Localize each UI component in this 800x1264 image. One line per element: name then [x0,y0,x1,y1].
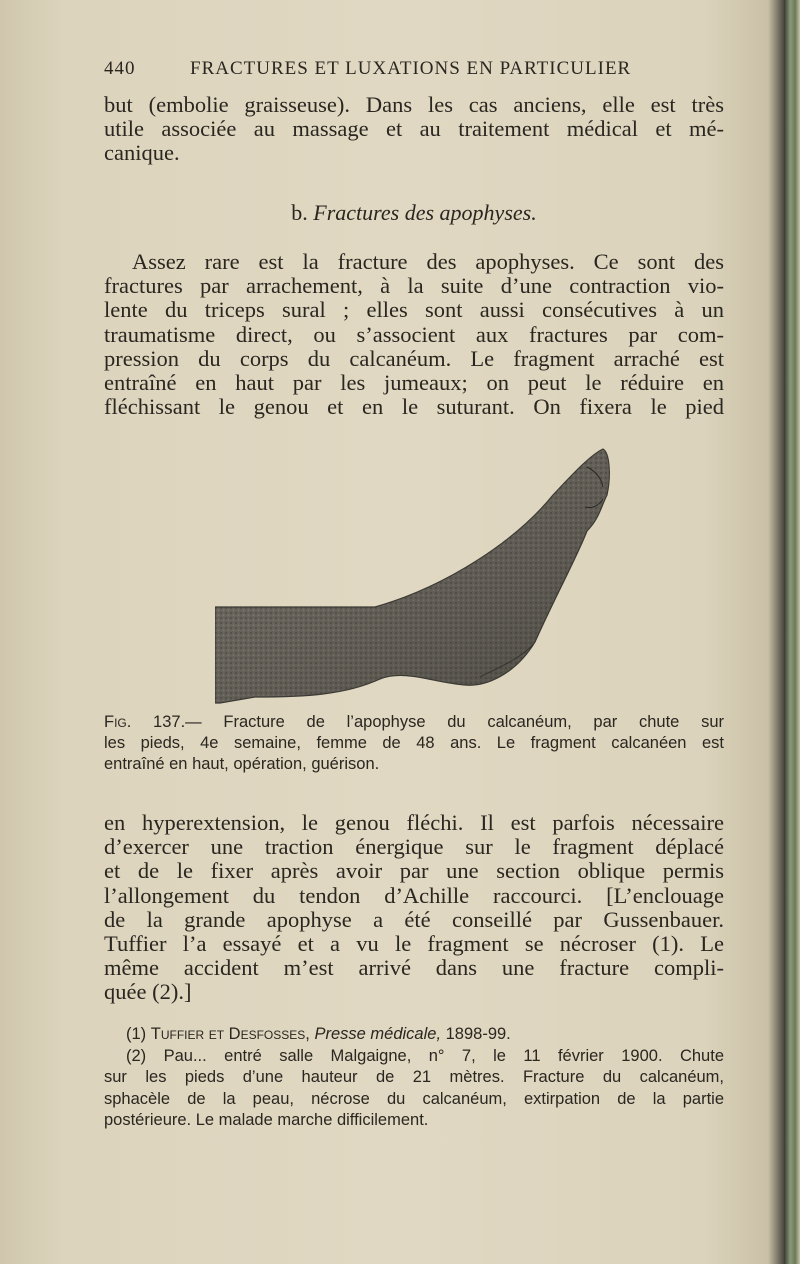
foot-figure [215,447,615,705]
caption-text: Fracture de l’apophyse du calcanéum, par chute sur [223,713,724,731]
page-number: 440 [104,58,136,79]
text-line: même accident m’est arrivé dans une fracture compli- [104,955,724,981]
paragraph-1 [104,93,724,166]
footnote-2-line: sphacèle de la peau, nécrose du calcanéum, extirpation de la partie [104,1089,724,1108]
footnote-2-line: (2) Pau... entré salle Malgaigne, n° 7, le 11 février 1900. Chute [126,1046,724,1065]
text-line: en hyperextension, le genou fléchi. Il est parfois nécessaire [104,810,724,835]
caption-line: les pieds, 4e semaine, femme de 48 ans. Le fragment calcanéen est [104,734,724,752]
foot-illustration [215,447,615,705]
footnote-2-line: postérieure. Le malade marche difficilement. [104,1111,429,1129]
section-prefix: b. [291,200,308,225]
text-line: Assez rare est la fracture des apophyses. Ce sont des [132,249,724,274]
footnote-ref: 1898-99. [445,1025,511,1043]
footnote-2-line: sur les pieds d’une hauteur de 21 mètres. Fracture du calcanéum, [104,1068,724,1086]
figure-caption [104,712,724,775]
paragraph-3 [104,811,724,1005]
text-line: et de le fixer après avoir par une section oblique permis [104,858,724,884]
footnote-journal: Presse médicale, [314,1025,442,1043]
text-line: but (embolie graisseuse). Dans les cas anciens, elle est très [104,92,724,117]
text-line: d’exercer une traction énergique sur le fragment déplacé [104,834,724,860]
text-line: canique. [104,140,180,166]
text-line: entraîné en haut par les jumeaux; on peut le réduire en [104,370,724,396]
footnote-marker: (1) [126,1025,147,1043]
text-line: lente du triceps sural ; elles sont aussi consécutives à un [104,297,724,323]
footnote-authors: Tuffier et Desfosses, [150,1025,310,1043]
text-line: fractures par arrachement, à la suite d’une contraction vio- [104,273,724,299]
page-edge [784,0,800,1264]
footnotes [104,1024,724,1132]
running-title: FRACTURES ET LUXATIONS EN PARTICULIER [190,58,632,79]
caption-line: Fig. 137.— Fracture de l’apophyse du calcanéum, par chute sur [104,713,724,731]
text-line: traumatisme direct, ou s’associent aux fractures par com- [104,321,724,347]
foot-shading [215,449,609,703]
footnote-1 [104,1024,724,1046]
paragraph-2 [104,250,724,419]
text-line: quée (2).] [104,979,192,1005]
text-line: Tuffier l’a essayé et a vu le fragment se nécroser (1). Le [104,931,724,957]
text-line: utile associée au massage et au traitement médical et mé- [104,116,724,142]
text-line: de la grande apophyse a été conseillé par Gussenbauer. [104,906,724,932]
figure-label: Fig. 137. [104,713,186,731]
section-title: Fractures des apophyses. [313,200,537,225]
text-line: pression du corps du calcanéum. Le fragment arraché est [104,345,724,371]
page-header [104,58,724,88]
text-line: fléchissant le genou et en le suturant. On fixera le pied [104,394,724,420]
caption-line: entraîné en haut, opération, guérison. [104,755,380,773]
text-line: l’allongement du tendon d’Achille raccourci. [L’enclouage [104,882,724,908]
section-heading [104,200,724,226]
